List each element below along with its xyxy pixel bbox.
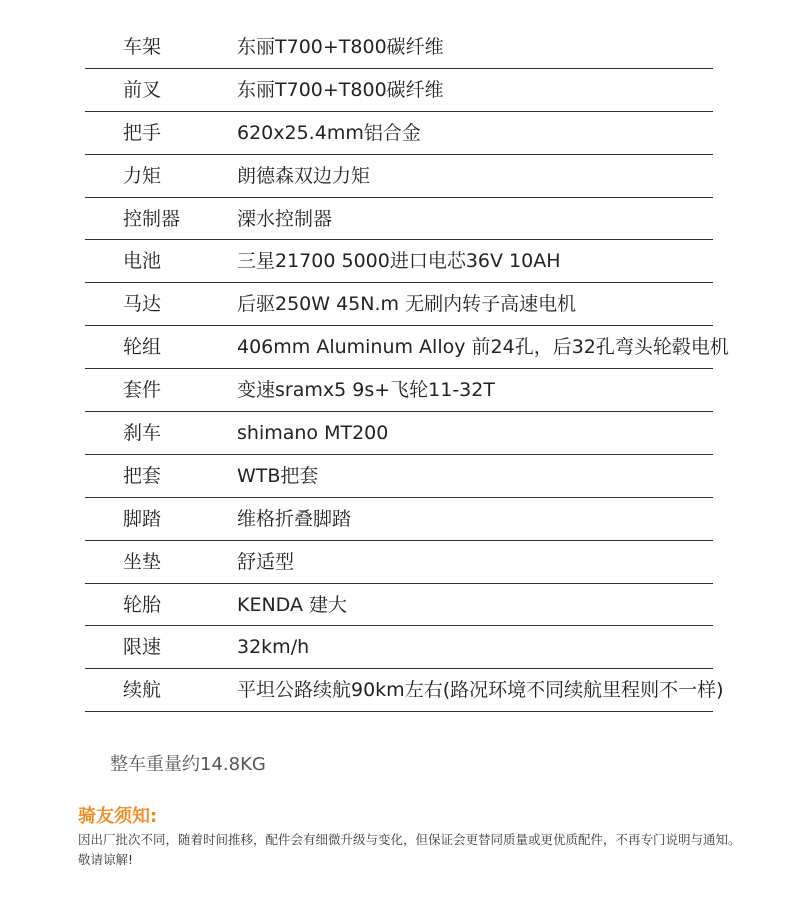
spec-label: 把套 xyxy=(123,464,162,487)
notice-title: 骑友须知: xyxy=(78,806,158,827)
spec-label: 坐垫 xyxy=(123,550,162,573)
spec-label: 套件 xyxy=(123,379,162,402)
spec-row-groupset xyxy=(85,369,713,412)
spec-value: 32km/h xyxy=(237,636,310,659)
spec-value: shimano MT200 xyxy=(237,422,389,445)
spec-row-frame xyxy=(85,26,713,69)
spec-label: 电池 xyxy=(123,250,162,273)
spec-value: 溧水控制器 xyxy=(237,207,333,230)
spec-value: 舒适型 xyxy=(237,550,295,573)
spec-value: 后驱250W 45N.m 无刷内转子高速电机 xyxy=(237,293,577,316)
spec-row-motor xyxy=(85,283,713,326)
spec-value: KENDA 建大 xyxy=(237,593,348,616)
spec-value: 平坦公路续航90km左右(路况环境不同续航里程则不一样) xyxy=(237,679,724,702)
spec-label: 前叉 xyxy=(123,78,162,101)
spec-label: 车架 xyxy=(123,36,162,58)
spec-label: 脚踏 xyxy=(123,507,162,530)
spec-row-battery xyxy=(85,240,713,283)
spec-value: 三星21700 5000进口电芯36V 10AH xyxy=(237,250,561,273)
spec-label: 马达 xyxy=(123,293,162,316)
spec-row-range xyxy=(85,669,724,712)
spec-row-controller xyxy=(85,198,713,241)
spec-value: 朗德森双边力矩 xyxy=(237,164,371,187)
spec-value: 406mm Aluminum Alloy 前24孔，后32孔弯头轮毂电机 xyxy=(237,336,729,359)
spec-label: 轮胎 xyxy=(123,593,162,616)
spec-row-speed-limit xyxy=(85,626,713,669)
spec-value: WTB把套 xyxy=(237,464,319,487)
spec-value: 东丽T700+T800碳纤维 xyxy=(237,78,444,101)
spec-label: 力矩 xyxy=(123,164,162,187)
spec-row-tires xyxy=(85,584,713,627)
spec-row-fork xyxy=(85,69,713,112)
spec-label: 把手 xyxy=(123,121,162,144)
spec-row-grips xyxy=(85,455,713,498)
spec-value: 东丽T700+T800碳纤维 xyxy=(237,36,444,58)
spec-value: 维格折叠脚踏 xyxy=(237,507,352,530)
spec-row-torque xyxy=(85,155,713,198)
spec-row-pedals xyxy=(85,498,713,541)
spec-value: 变速sramx5 9s+飞轮11-32T xyxy=(237,379,495,402)
spec-label: 轮组 xyxy=(123,336,162,359)
spec-label: 刹车 xyxy=(123,422,162,445)
spec-value: 620x25.4mm铝合金 xyxy=(237,121,421,144)
spec-label: 续航 xyxy=(123,679,162,702)
spec-label: 控制器 xyxy=(123,207,181,230)
spec-label: 限速 xyxy=(123,636,162,659)
notice-body: 因出厂批次不同，随着时间推移，配件会有细微升级与变化，但保证会更替同质量或更优质配件，不再专门说明与通知。敬请谅解! xyxy=(78,832,741,867)
spec-row-saddle xyxy=(85,541,713,584)
spec-row-brakes xyxy=(85,412,713,455)
spec-row-wheelset xyxy=(85,326,729,369)
weight-note: 整车重量约14.8KG xyxy=(110,754,266,775)
spec-table xyxy=(85,26,729,712)
spec-row-handlebar xyxy=(85,112,713,155)
